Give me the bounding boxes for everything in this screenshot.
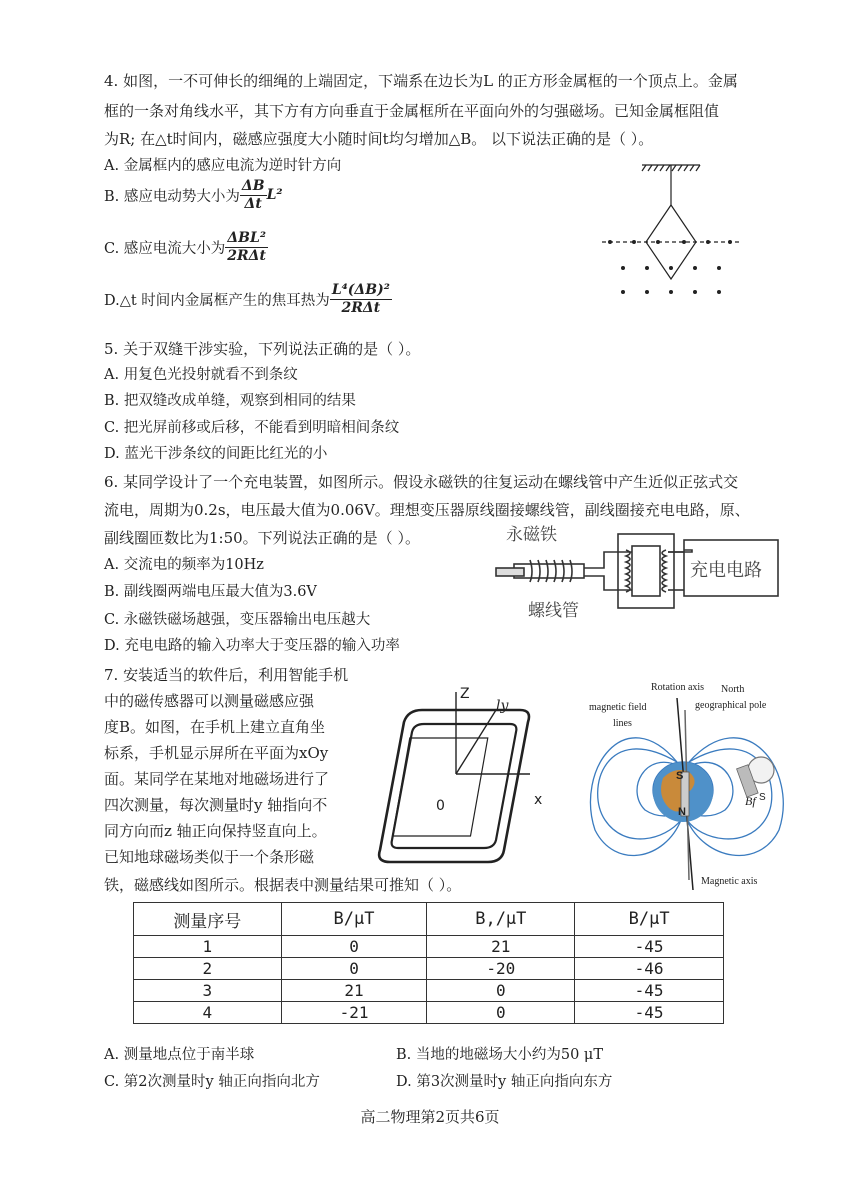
magnet-label: 永磁铁 [506,525,557,545]
field-dots [608,240,732,294]
table-cell: 0 [427,1002,575,1024]
table-cell: 3 [134,980,282,1002]
q4-option-d-numerator: L⁴(ΔB)² [331,282,390,298]
table-cell: -46 [575,958,724,980]
charging-circuit-label: 充电电路 [690,560,762,581]
q7-line2: 中的磁传感器可以测量磁感应强 [104,692,315,710]
q4-line2: 框的一条对角线水平，其下方有方向垂直于金属框所在平面向外的匀强磁场。已知金属框阻值 [104,102,720,120]
table-cell: 0 [427,980,575,1002]
q4-line3: 为R; 在△t时间内，磁感应强度大小随时间t均匀增加△B。 以下说法正确的是（ ）。 [104,130,654,148]
q6-line3: 副线圈匝数比为1:50。下列说法正确的是（ ）。 [104,529,420,547]
primary-coil [626,550,630,592]
q4-option-a: A. 金属框内的感应电流为逆时针方向 [104,158,342,174]
q4-option-d-denominator: 2RΔt [341,299,381,316]
q7-option-a: A. 测量地点位于南半球 [104,1047,255,1063]
q7-line7: 同方向而z 轴正向保持竖直向上。 [104,822,327,840]
q7-earth-figure [585,680,790,895]
phone-inner [392,724,517,848]
y-axis [456,710,496,774]
q4-option-d-text: D.△t 时间内金属框产生的焦耳热为 [104,292,330,309]
measurement-table [133,902,724,1024]
q7-line5: 面。某同学在某地对地磁场进行了 [104,770,330,788]
q4-option-b [104,178,283,213]
x-axis-label: x [534,792,543,808]
phone-screen [392,738,487,836]
q7-line1: 7. 安装适当的软件后，利用智能手机 [104,666,349,684]
origin-label: 0 [436,798,445,814]
q6-device-figure [492,518,812,626]
q4-option-c-denominator: 2RΔt [227,247,267,264]
table-row [134,1002,724,1024]
transformer-core [618,534,674,608]
q6-option-a: A. 交流电的频率为10Hz [104,557,264,573]
table-row [134,958,724,980]
table-row [134,980,724,1002]
north-pole-label-2: geographical pole [695,700,767,711]
q7-phone-diagram [370,680,570,876]
bf-label: Bf [745,794,756,808]
north-pole-marker: N [678,806,686,818]
table-cell: 1 [134,936,282,958]
q4-option-b-fraction [240,178,267,213]
q4-line1: 4. 如图，一不可伸长的细绳的上端固定，下端系在边长为L 的正方形金属框的一个顶点上。金属 [104,72,738,90]
q7-line3: 度B。如图，在手机上建立直角坐 [104,718,326,736]
q4-frame-figure [600,160,750,310]
table-cell: 4 [134,1002,282,1024]
table-cell: -45 [575,1002,724,1024]
y-axis-label: ly [496,698,509,714]
q7-line4: 标系，手机显示屏所在平面为xOy [104,744,329,762]
q7-phone-figure [370,680,570,876]
q4-option-c [104,230,268,265]
q4-option-d-fraction [330,282,392,317]
table-header-cell: B,/μT [427,903,575,936]
q7-line9: 铁，磁感线如图所示。根据表中测量结果可推知（ ）。 [104,876,462,894]
small-magnet-s-label: S [759,792,766,803]
page-footer: 高二物理第2页共6页 [360,1108,500,1126]
secondary-coil [662,550,666,592]
q5-option-a: A. 用复色光投射就看不到条纹 [104,367,298,383]
q6-option-b: B. 副线圈两端电压最大值为3.6V [104,584,317,600]
q4-option-d [104,282,392,317]
rotation-axis-label: Rotation axis [651,682,705,693]
z-axis-label: Z [460,686,470,702]
q4-option-b-tail: L² [266,187,283,204]
table-cell: 0 [281,936,427,958]
q5-option-b: B. 把双缝改成单缝，观察到相同的结果 [104,393,356,409]
q5-stem: 5. 关于双缝干涉实验，下列说法正确的是（ ）。 [104,340,421,358]
q7-option-c: C. 第2次测量时y 轴正向指向北方 [104,1074,320,1090]
table-cell: 2 [134,958,282,980]
magnetic-axis-label: Magnetic axis [701,876,758,887]
permanent-magnet [496,568,524,576]
table-header-cell: B/μT [575,903,724,936]
q4-option-c-fraction [225,230,268,265]
q4-option-b-text: B. 感应电动势大小为 [104,188,240,205]
table-cell: 0 [281,958,427,980]
south-pole-marker: S [676,770,684,782]
q4-option-b-numerator: ΔB [241,178,265,194]
q6-line1: 6. 某同学设计了一个充电装置，如图所示。假设永磁铁的往复运动在螺线管中产生近似正弦式交 [104,473,739,491]
q5-option-c: C. 把光屏前移或后移，不能看到明暗相间条纹 [104,420,400,436]
field-lines-label-1: magnetic field [589,702,647,713]
q4-option-c-text: C. 感应电流大小为 [104,240,226,257]
solenoid-label: 螺线管 [528,601,579,621]
q4-option-b-denominator: Δt [244,195,262,212]
q7-option-b: B. 当地的地磁场大小约为50 μT [396,1047,604,1063]
table-cell: -20 [427,958,575,980]
table-cell: 21 [427,936,575,958]
q7-option-d: D. 第3次测量时y 轴正向指向东方 [396,1074,613,1090]
table-header-row [134,903,724,936]
field-lines-label-2: lines [613,718,632,729]
table-cell: -45 [575,980,724,1002]
table-header-cell: B/μT [281,903,427,936]
q6-option-d: D. 充电电路的输入功率大于变压器的输入功率 [104,638,400,654]
table-header-cell: 测量序号 [134,903,282,936]
table-row [134,936,724,958]
north-pole-label-1: North [721,684,745,695]
q4-option-c-numerator: ΔBL² [227,230,266,246]
q5-option-d: D. 蓝光干涉条纹的间距比红光的小 [104,446,328,462]
table-cell: 21 [281,980,427,1002]
q7-line6: 四次测量，每次测量时y 轴指向不 [104,796,328,814]
q6-line2: 流电，周期为0.2s，电压最大值为0.06V。理想变压器原线圈接螺线管，副线圈接充电电路，原、 [104,501,750,519]
table-cell: -45 [575,936,724,958]
q6-option-c: C. 永磁铁磁场越强，变压器输出电压越大 [104,612,371,628]
q7-line8: 已知地球磁场类似于一个条形磁 [104,848,315,866]
table-cell: -21 [281,1002,427,1024]
